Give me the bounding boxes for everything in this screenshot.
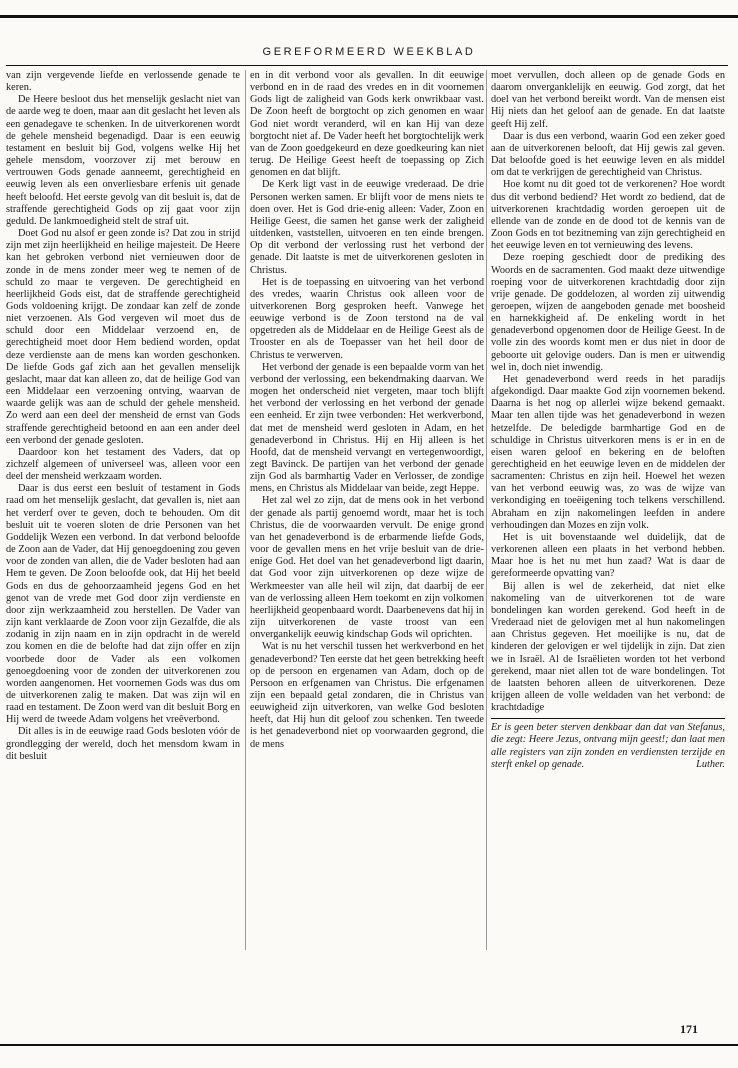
header-rule	[6, 65, 728, 66]
paragraph: Bij allen is wel de zekerheid, dat niet elke nakomeling van de uitverkorenen tot de ware bondelingen kan worden gerekend. God heeft in de Vrederaad niet de gelovigen met al hun nakomelingen aan Christus gegeven. Het moeilijke is nu, dat de kinderen der gelovigen er wel tijdelijk in zijn. Dat zien we in Israël. Al de Israëlieten worden tot het verbond gerekend, maar niet allen tot de ware bondelingen. Tot de laatsten behoren alleen de uitverkorenen. Deze krijgen alleen de volle weldaden van het verbond: de krachtdadige	[491, 580, 725, 714]
paragraph: Hoe komt nu dit goed tot de verkorenen? Hoe wordt dus dit verbond bediend? Het wordt zo bediend, dat de uitverkorenen krachtdadig worden geroepen uit de ellende van de zonde en de dood tot de kennis van de Zoon Gods en tot bezitneming van zijn gerechtigheid en het eeuwige leven en tot vernieuwing des levens.	[491, 179, 725, 252]
paragraph: Het is de toepassing en uitvoering van het verbond des vredes, waarin Christus ook alleen voor de uitverkorenen Borg gesproken heeft. Vanwege het eeuwige verbond is de Zoon terstond na de val opgetreden als de Middelaar en de Heilige Geest als de Trooster en als de Toepasser van het heil door de Christus te verwerven.	[250, 276, 484, 361]
paragraph: Het is uit bovenstaande wel duidelijk, dat de verkorenen alleen een plaats in het verbond hebben. Maar hoe is het nu met hun zaad? Wat is daar de gereformeerde opvatting van?	[491, 531, 725, 580]
column-3	[491, 70, 725, 771]
paragraph: Het verbond der genade is een bepaalde vorm van het verbond der verlossing, een bekendmaking daarvan. We mogen het onderscheid niet vergeten, maar toch blijft het verbond der verlossing en het verbond der genade een eenheid. Er zijn twee verbonden: Het werkverbond, dat met de mensheid werd gesloten in Adam, en het genadeverbond in Christus. Hij en Hij alleen is het Hoofd, dat de mensheid vervangt en vertegenwoordigt, zegt Bavinck. De partijen van het verbond der genade zijn God als barmhartig Vader en Verlosser, de zondige mens, en Christus als Middelaar van beide, zegt Heppe.	[250, 361, 484, 495]
paragraph: moet vervullen, doch alleen op de genade Gods en daarom onverganklelijk en eeuwig. God zorgt, dat het doel van het verbond bereikt wordt. Van de mensen eist Hij niets dan het geloof aan de genade. En dat laatste geeft Hij zelf.	[491, 70, 725, 130]
paragraph: Dit alles is in de eeuwige raad Gods besloten vóór de grondlegging der wereld, doch het mensdom kwam in dit besluit	[6, 726, 240, 762]
top-rule	[0, 15, 738, 18]
paragraph: Wat is nu het verschil tussen het werkverbond en het genadeverbond? Ten eerste dat het geen betrekking heeft op de persoon en ergenamen van Adam, doch op de Persoon en erfgenamen van Christus. Die erfgenamen zijn een bepaald getal zondaren, die in Christus van eeuwigheid zijn uitverkoren, van welke God besloten heeft, dat Hij hun dit geloof zou schenken. Ten tweede is het genadeverbond niet op voorwaarden gegrond, die de mens	[250, 641, 484, 750]
quote-rule	[491, 718, 725, 719]
paragraph: van zijn vergevende liefde en verlossende genade te keren.	[6, 70, 240, 94]
bottom-rule	[0, 1044, 738, 1046]
paragraph: Daar is dus eerst een besluit of testament in Gods raad om het menselijk geslacht, dat gevallen is, niet aan het verderf over te geven, doch te behouden. Om dit besluit uit te voeren sloten de drie Personen van het Goddelijk Wezen een verbond. In dat verbond beloofde de Zoon aan de Vader, dat Hij genoegdoening zou geven voor de zonden van allen, die de Vader besloten had aan Hem te geven. De Zoon beloofde ook, dat Hij het beeld Gods en dus de gehoorzaamheid jegens God en het genot van de vrede met God door zijn verdienste en door zijn werkzaamheid zou herstellen. De Vader van zijn kant verklaarde de Zoon voor zijn Gezalfde, die als zodanig in zijn naam en in zijn opdracht in de wereld zou komen en die de belofte had dat zijn offer en zijn voorbede door de Vader als een volkomen genoegdoening voor de zonden der uitverkorenen zou worden aangenomen. Het voornemen Gods was dus om de uitverkorenen zalig te maken. Dat was zijn wil en raad en testament. De Zoon werd van dit besluit Borg en Hij werd de tweede Adam volgens het vreêverbond.	[6, 483, 240, 726]
page-number: 171	[680, 1022, 698, 1036]
closing-quote	[491, 722, 725, 771]
paragraph: Het zal wel zo zijn, dat de mens ook in het verbond der genade als partij genoemd wordt, maar het is toch Christus, die de voorwaarden vervult. De enige grond van het genadeverbond is de erbarmende liefde Gods, voor de gevallen mens en het vrije besluit van de drie-enige God. Het doel van het genadeverbond ligt daarin, dat God voor zijn uitverkorenen op deze wijze de Werkmeester van alle heil wil zijn, dat daarbij de eer van de verlossing alleen Hem toekomt en zijn volkomen heerlijkheid geopenbaard wordt. Daarbenevens dat hij in zijn uitverkorenen de vaste troost van een onvergankelijk eeuwig kindschap Gods wil oprichten.	[250, 495, 484, 641]
column-1	[6, 70, 240, 763]
column-divider	[245, 70, 246, 950]
paragraph: De Kerk ligt vast in de eeuwige vrederaad. De drie Personen werken samen. Er blijft voor de mens niets te doen over. Het is God drie-enig alleen: Vader, Zoon en Heilige Geest, die samen het ganse werk der zaligheid uitdenken, vaststellen, uitvoeren en ten einde brengen. Op dit verbond der verlossing rust het verbond der genade. Dit laatste is met de uitverkorenen gesloten in Christus.	[250, 179, 484, 276]
paragraph: De Heere besloot dus het menselijk geslacht niet van de aarde weg te doen, maar aan dit geslacht het leven als een genadegave te schenken. In de uitverkorenen wordt de gehele mensheid begenadigd. Daar is een eeuwig testament en besluit bij God, volgens welke Hij het gehele mensdom, voorzover zij met berouw en vertrouwen Gods genade aanneemt, gerechtigheid en eeuwig leven als een onverliesbare erfenis uit genade heeft beloofd. Het eerste gevolg van dit besluit is, dat de straffende gerechtigheid Gods op zij gaat voor zijn geduld. De lankmoedigheid stelt de straf uit.	[6, 94, 240, 227]
page-header-title: GEREFORMEERD WEEKBLAD	[262, 46, 476, 58]
paragraph: Daar is dus een verbond, waarin God een zeker goed aan de uitverkorenen belooft, dat Hij gewis zal geven. Dat beloofde goed is het eeuwige leven en als middel om dat te verkrijgen de gerechtigheid van Christus.	[491, 130, 725, 179]
paragraph: Deze roeping geschiedt door de prediking des Woords en de sacramenten. God maakt deze uitwendige roeping voor de uitverkorenen krachtdadig door zijn vrije genade. De goddelozen, al worden zij uitwendig geroepen, wijzen de aangeboden genade met boosheid en harnekkigheid af. De enkeling wordt in het genadeverbond opgenomen door de Heilige Geest. In de volle zin des woords komt men er dus niet in door de geboorte uit gelovige ouders. Dan is men er uitwendig wel in, doch niet inwendig.	[491, 252, 725, 373]
paragraph: Doet God nu alsof er geen zonde is? Dat zou in strijd zijn met zijn heerlijkheid en heilige majesteit. De Heere kan het gebroken verbond niet vernieuwen door de zonde in de mens zonder meer weg te nemen of de schuld zo maar te vergeven. De gerechtigheid en heerlijkheid Gods eist, dat de straffende gerechtigheid Gods voldoening krijgt. De zondaar kan zelf de zonde niet verzoenen. Als God vergeven wil moet dus de schuld door een Middelaar verzoend en, de gerechtigheid moet door Hem bediend worden, opdat deze verdienste aan de mens kan worden geschonken. De liefde Gods gaf zich aan het gevallen menselijk geslacht, maar dat kan alleen zo, dat de heilige God van een Middelaar een verzoening ontving, waarvan de waarde gelijk was aan de schuld der gehele mensheid. Zo werd aan een deel der mensheid de ernst van Gods straffende gerechtigheid betoond en aan een ander deel een verbond der genade gesloten.	[6, 228, 240, 446]
paragraph: Daardoor kon het testament des Vaders, dat op zichzelf algemeen of universeel was, alleen voor een deel der mensheid werkzaam worden.	[6, 446, 240, 483]
paragraph: Het genadeverbond werd reeds in het paradijs afgekondigd. Daar maakte God zijn voornemen bekend. Daarna is het nog op allerlei wijze bekend gemaakt. Maar ten allen tijde was het genadeverbond in wezen hetzelfde. De beledigde barmhartige God en de schuldige in Christus uitverkoren mens is er in en de eisen waren geloof en bekering en de beloften gerechtigheid en het eeuwige leven en de middelen der sacramenten: Christus en zijn heil. Hoewel het wezen van het verbond eeuwig was, zo was de wijze van verkondiging en toeëigening toch telkens verschillend. Abraham en zijn nakomelingen leefden in andere verhoudingen dan Mozes en zijn volk.	[491, 373, 725, 531]
column-2	[250, 70, 484, 751]
quote-author: Luther.	[696, 758, 725, 770]
quote-text: Er is geen beter sterven denkbaar dan dat van Stefanus, die zegt: Heere Jezus, ontvang mijn geest!; dan laat men alle registers van zijn zonden en verdiensten terzijde en sterft enkel op genade.	[491, 722, 725, 770]
paragraph: en in dit verbond voor als gevallen. In dit eeuwige verbond en in de raad des vredes en in dit voornemen Gods ligt de zaligheid van Gods kerk onwrikbaar vast. De Zoon heeft de borgtocht op zich genomen en waar God niet wordt veranderd, wil en kan Hij van deze borgtocht niet af. De Vader heeft het borgtochtelijk werk van de Zoon goedgekeurd en deze goedkeuring kan niet terug. De Heilige Geest heeft de toepassing op Zich genomen en dat blijft.	[250, 70, 484, 179]
column-divider	[486, 70, 487, 950]
